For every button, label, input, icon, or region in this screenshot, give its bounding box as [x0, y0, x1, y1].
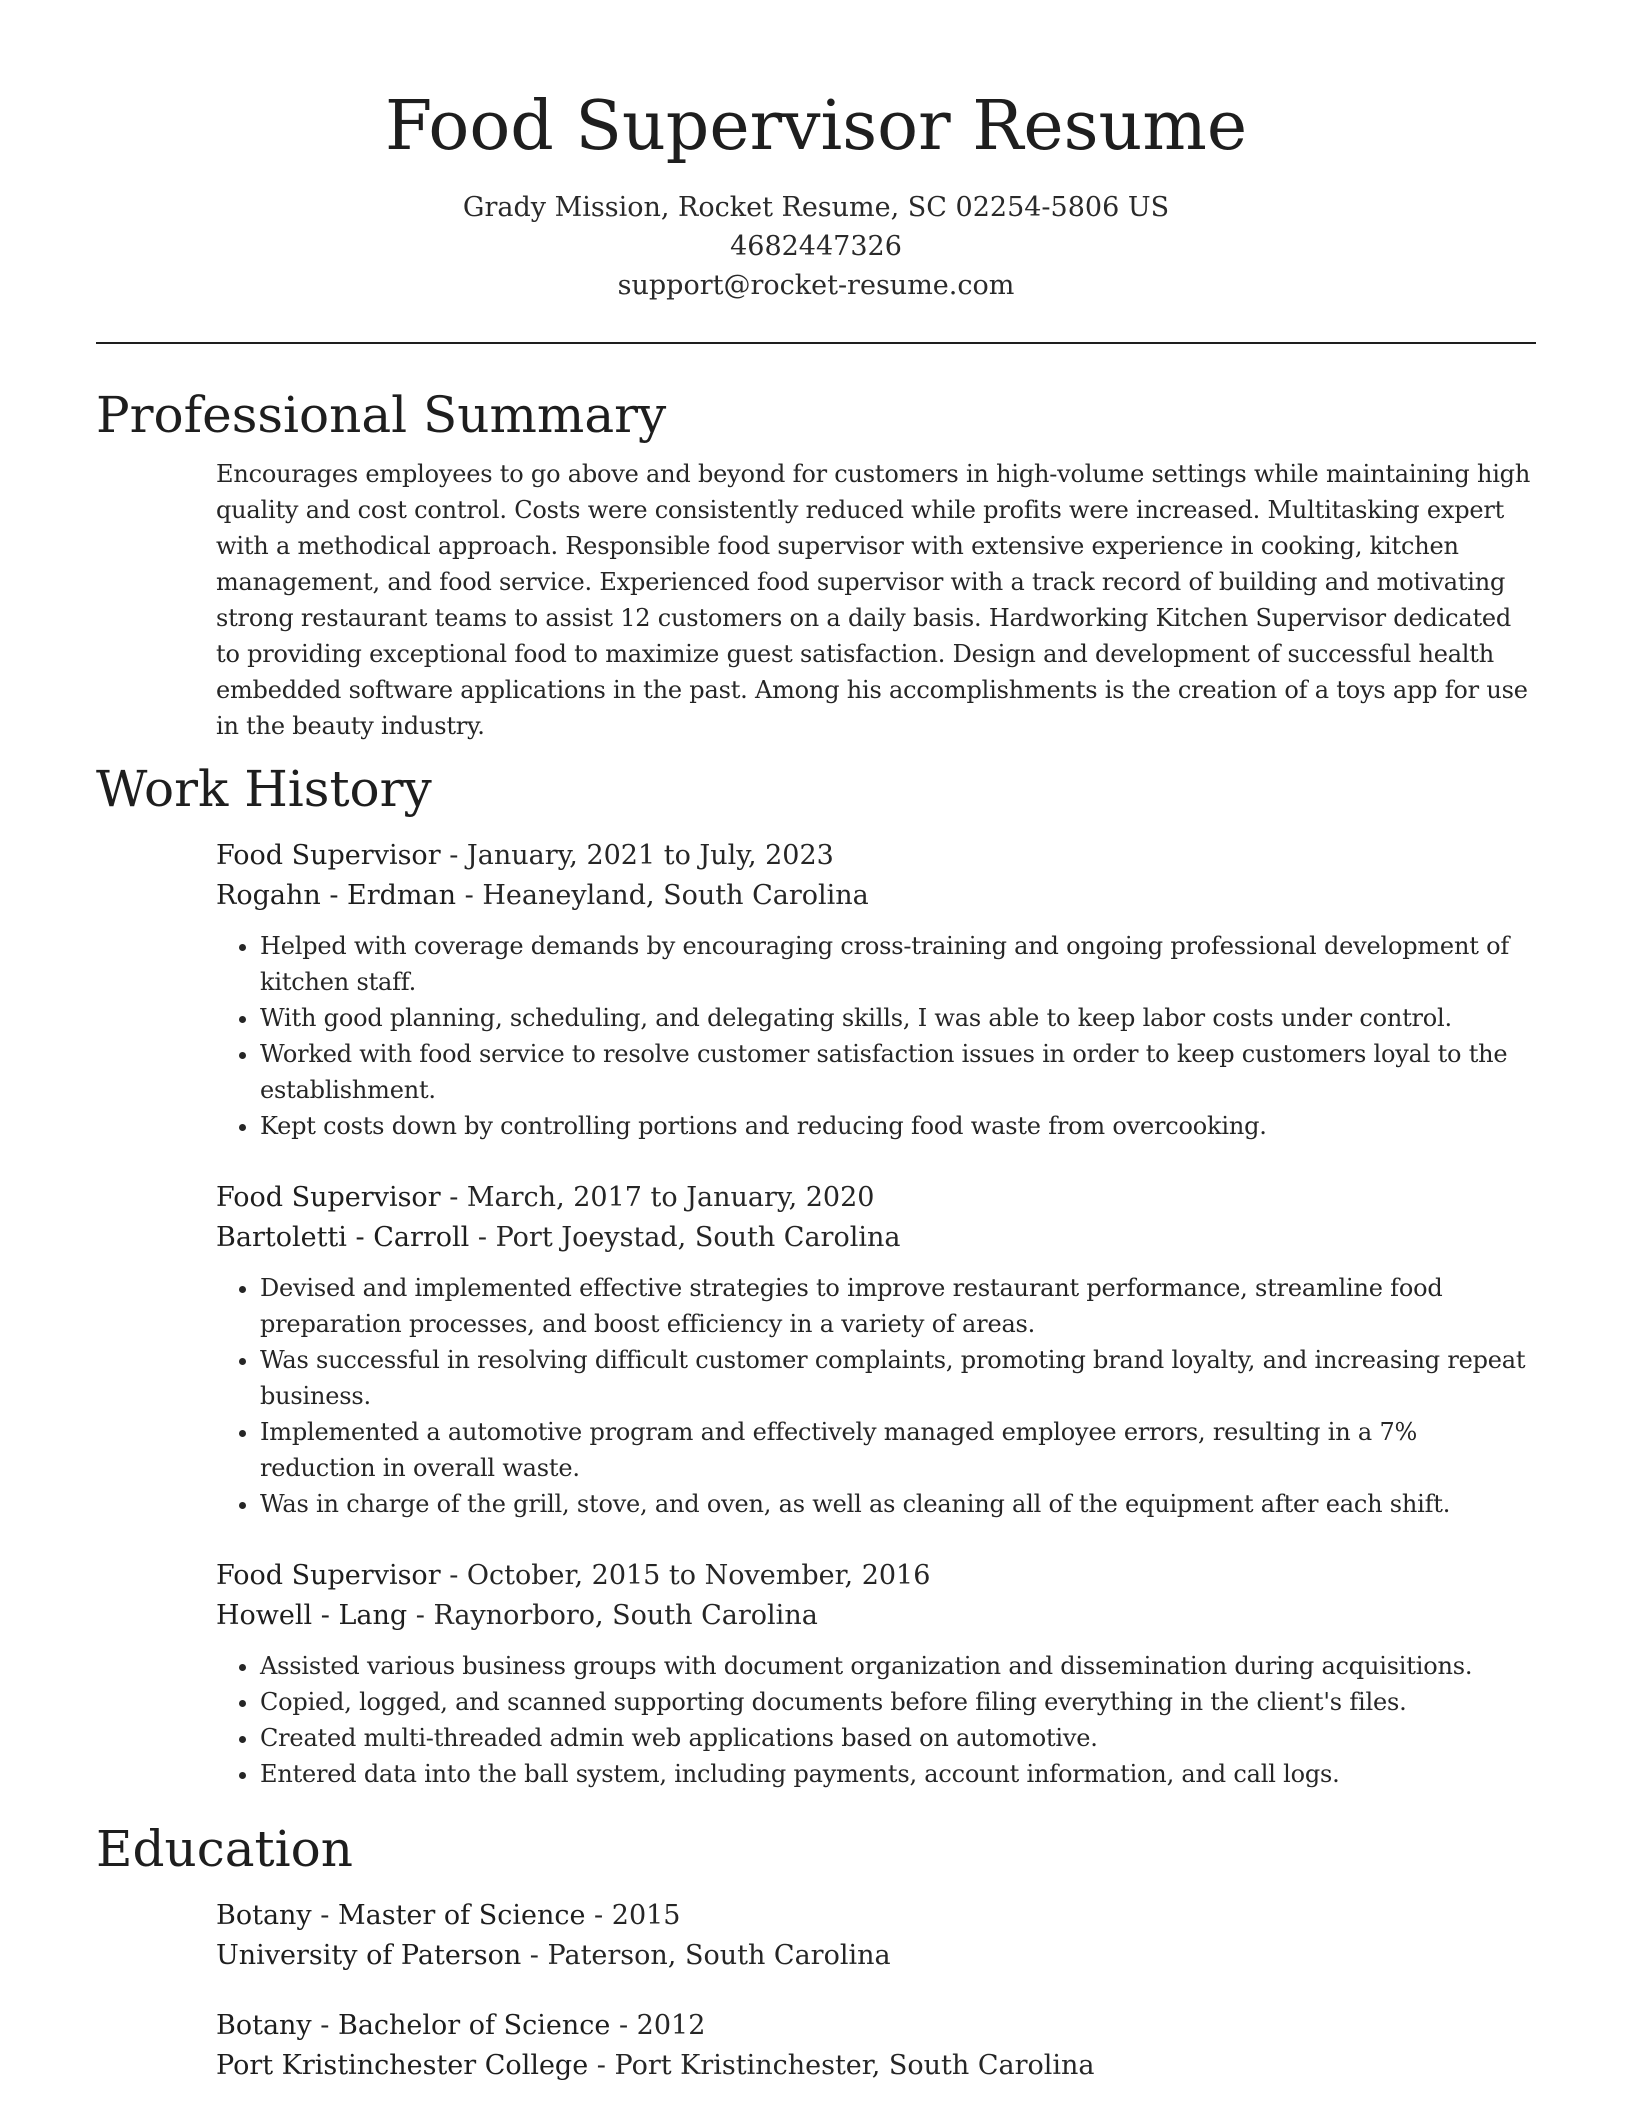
job-title: Food Supervisor	[216, 1560, 441, 1591]
section-work-history	[96, 756, 1536, 1792]
education-school-line: University of Paterson - Paterson, South Carolina	[216, 1940, 891, 1971]
education-school: Port Kristinchester College	[216, 2050, 589, 2081]
job-bullet: • Assisted various business groups with document organization and dissemination during acquisitions.	[260, 1648, 1536, 1684]
education-school: University of Paterson	[216, 1940, 522, 1971]
job-company-line: Bartoletti - Carroll - Port Joeystad, South Carolina	[216, 1222, 901, 1253]
education-year: 2015	[611, 1900, 681, 1931]
job-bullet: • Entered data into the ball system, including payments, account information, and call logs.	[260, 1756, 1536, 1792]
job-entry	[216, 836, 1536, 1144]
education-degree-line: Botany - Bachelor of Science - 2012	[216, 2010, 706, 2041]
job-entry	[216, 1556, 1536, 1792]
job-title-line: Food Supervisor - March, 2017 to January, 2020	[216, 1182, 875, 1213]
job-company-line: Rogahn - Erdman - Heaneyland, South Carolina	[216, 880, 869, 911]
job-location: Port Joeystad, South Carolina	[495, 1222, 901, 1253]
job-location: Heaneyland, South Carolina	[482, 880, 869, 911]
section-title-summary: Professional Summary	[96, 386, 667, 444]
job-bullets	[216, 1648, 1536, 1792]
resume-header	[96, 82, 1536, 305]
job-dates: March, 2017 to January, 2020	[466, 1182, 875, 1213]
education-school-line: Port Kristinchester College - Port Kristinchester, South Carolina	[216, 2050, 1095, 2081]
job-dates: October, 2015 to November, 2016	[466, 1560, 931, 1591]
resume-title: Food Supervisor Resume	[384, 87, 1248, 166]
contact-block	[96, 188, 1536, 305]
header-divider	[96, 342, 1536, 344]
section-professional-summary	[96, 382, 1536, 744]
job-title-line: Food Supervisor - October, 2015 to November, 2016	[216, 1560, 931, 1591]
job-company: Howell - Lang	[216, 1600, 408, 1631]
resume-body	[96, 382, 1536, 2086]
job-bullet: • Devised and implemented effective strategies to improve restaurant performance, streamline food preparation processes, and boost efficiency in a variety of areas.	[260, 1270, 1536, 1342]
job-company-line: Howell - Lang - Raynorboro, South Carolina	[216, 1600, 818, 1631]
job-bullets	[216, 1270, 1536, 1522]
education-entry	[216, 2006, 1536, 2086]
job-title-line: Food Supervisor - January, 2021 to July, 2023	[216, 840, 834, 871]
section-title-work: Work History	[96, 760, 432, 818]
education-field: Botany	[216, 1900, 312, 1931]
summary-text: Encourages employees to go above and beyond for customers in high-volume settings while maintaining high quality and cost control. Costs were consistently reduced while profits were increased. Multitasking expert with a methodical approach. Responsible food supervisor with extensive experience in cooking, kitchen management, and food service. Experienced food supervisor with a track record of building and motivating strong restaurant teams to assist 12 customers on a daily basis. Hardworking Kitchen Supervisor dedicated to providing exceptional food to maximize guest satisfaction. Design and development of successful health embedded software applications in the past. Among his accomplishments is the creation of a toys app for use in the beauty industry.	[216, 460, 1531, 740]
job-company: Rogahn - Erdman	[216, 880, 457, 911]
job-title: Food Supervisor	[216, 840, 441, 871]
job-bullet: • Created multi-threaded admin web applications based on automotive.	[260, 1720, 1536, 1756]
education-year: 2012	[636, 2010, 706, 2041]
education-degree-line: Botany - Master of Science - 2015	[216, 1900, 681, 1931]
job-bullet: • Worked with food service to resolve customer satisfaction issues in order to keep customers loyal to the establishment.	[260, 1036, 1536, 1108]
job-bullet: • Kept costs down by controlling portions and reducing food waste from overcooking.	[260, 1108, 1536, 1144]
job-bullet: • With good planning, scheduling, and delegating skills, I was able to keep labor costs under control.	[260, 1000, 1536, 1036]
job-bullets	[216, 928, 1536, 1144]
contact-phone: 4682447326	[730, 231, 902, 262]
job-title: Food Supervisor	[216, 1182, 441, 1213]
job-bullet: • Was in charge of the grill, stove, and oven, as well as cleaning all of the equipment after each shift.	[260, 1486, 1536, 1522]
job-dates: January, 2021 to July, 2023	[466, 840, 834, 871]
job-bullet: • Helped with coverage demands by encouraging cross-training and ongoing professional development of kitchen staff.	[260, 928, 1536, 1000]
job-bullet: • Implemented a automotive program and effectively managed employee errors, resulting in a 7% reduction in overall waste.	[260, 1414, 1536, 1486]
job-location: Raynorboro, South Carolina	[433, 1600, 818, 1631]
contact-address: Grady Mission, Rocket Resume, SC 02254-5806 US	[462, 192, 1170, 223]
education-degree: Bachelor of Science	[337, 2010, 611, 2041]
education-entry	[216, 1896, 1536, 1976]
job-entry	[216, 1178, 1536, 1522]
education-location: Paterson, South Carolina	[547, 1940, 891, 1971]
section-title-education: Education	[96, 1820, 353, 1878]
section-education	[96, 1816, 1536, 2086]
job-company: Bartoletti - Carroll	[216, 1222, 470, 1253]
contact-email: support@rocket-resume.com	[617, 270, 1015, 301]
education-field: Botany	[216, 2010, 312, 2041]
job-bullet: • Copied, logged, and scanned supporting documents before filing everything in the client's files.	[260, 1684, 1536, 1720]
job-bullet: • Was successful in resolving difficult customer complaints, promoting brand loyalty, and increasing repeat business.	[260, 1342, 1536, 1414]
education-degree: Master of Science	[337, 1900, 586, 1931]
education-location: Port Kristinchester, South Carolina	[614, 2050, 1095, 2081]
